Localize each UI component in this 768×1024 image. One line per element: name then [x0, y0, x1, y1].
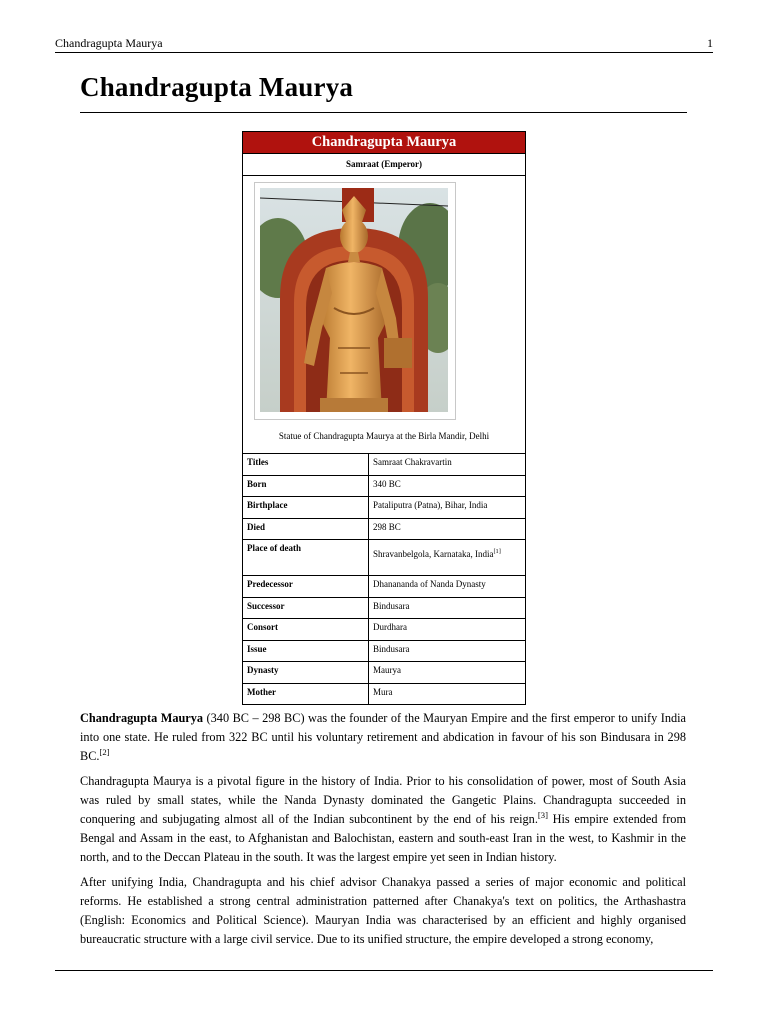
row-value: 298 BC	[369, 518, 526, 540]
statue-image[interactable]	[254, 182, 456, 420]
infobox-row-born	[243, 475, 525, 497]
infobox-row-place-of-death	[243, 540, 525, 576]
infobox-subtitle: Samraat (Emperor)	[243, 154, 525, 176]
row-label: Successor	[243, 597, 369, 619]
row-value: Samraat Chakravartin	[373, 457, 452, 467]
row-value-text: Shravanbelgola, Karnataka, India	[373, 549, 494, 559]
paragraph-text: His empire extended from Bengal and Assam in the east, to Afghanistan and Balochistan, eastern and south-east Iran in the west, to Kashmir in the north, and to the Deccan Plateau in the south. It was the largest empire yet seen in Indian history.	[80, 812, 687, 864]
row-value: Mura	[369, 683, 526, 704]
row-value: Durdhara	[369, 619, 526, 641]
running-header	[55, 36, 713, 53]
row-label: Born	[243, 475, 369, 497]
title-divider	[80, 112, 687, 113]
infobox-row-successor	[243, 597, 525, 619]
infobox-row-predecessor	[243, 576, 525, 598]
infobox-table	[243, 454, 525, 704]
infobox-title: Chandragupta Maurya	[243, 132, 525, 154]
infobox-row-mother	[243, 683, 525, 704]
row-value: 340 BC	[369, 475, 526, 497]
row-label: Place of death	[243, 540, 369, 576]
infobox	[242, 131, 526, 705]
infobox-row-died	[243, 518, 525, 540]
running-header-title: Chandragupta Maurya	[55, 36, 163, 50]
infobox-row-titles	[243, 454, 525, 475]
infobox-image-section	[243, 176, 525, 454]
row-value: Bindusara	[369, 597, 526, 619]
row-label: Dynasty	[243, 662, 369, 684]
row-value: Dhanananda of Nanda Dynasty	[369, 576, 526, 598]
article-body	[80, 709, 686, 955]
infobox-row-consort	[243, 619, 525, 641]
paragraph-1	[80, 709, 686, 766]
row-label: Predecessor	[243, 576, 369, 598]
subject-name: Chandragupta Maurya	[80, 711, 204, 725]
row-label: Titles	[243, 454, 369, 475]
statue-illustration	[260, 188, 448, 412]
footer-divider	[55, 970, 713, 971]
page-title: Chandragupta Maurya	[80, 72, 354, 102]
infobox-row-dynasty	[243, 662, 525, 684]
row-label: Issue	[243, 640, 369, 662]
reference-link[interactable]: [2]	[99, 746, 110, 757]
paragraph-3: After unifying India, Chandragupta and his chief advisor Chanakya passed a series of major economic and political reforms. He established a strong central administration patterned after Chanakya's text on politics, the Arthashastra (English: Economics and Political Science). Mauryan India was characterised by an efficient and highly organised bureaucratic structure with a large civil service. Due to its unified structure, the empire developed a strong economy,	[80, 875, 686, 946]
row-value	[369, 540, 526, 576]
row-value: Pataliputra (Patna), Bihar, India	[369, 497, 526, 519]
row-label: Birthplace	[243, 497, 369, 519]
row-label: Mother	[243, 683, 369, 704]
reference-link[interactable]: [3]	[537, 809, 548, 820]
infobox-row-birthplace	[243, 497, 525, 519]
row-value: Bindusara	[369, 640, 526, 662]
row-value: Maurya	[369, 662, 526, 684]
page-number: 1	[707, 36, 713, 50]
paragraph-text: Chandragupta Maurya is a pivotal figure in the history of India. Prior to his consolidation of power, most of South Asia was ruled by small states, while the Nanda Dynasty dominated the Gangetic Plains. Chandragupta succeeded in conquering and subjugating almost all of the Indian subcontinent by the end of his reign.	[80, 774, 686, 826]
image-caption: Statue of Chandragupta Maurya at the Birla Mandir, Delhi	[278, 431, 490, 441]
paragraph-text: (340 BC – 298 BC) was the founder of the Mauryan Empire and the first emperor to unify India into one state. He ruled from 322 BC until his voluntary retirement and abdication in favour of his son Bindusara in 298 BC.	[80, 711, 686, 763]
reference-link[interactable]: [1]	[493, 548, 501, 555]
paragraph-2	[80, 772, 686, 867]
row-label: Died	[243, 518, 369, 540]
row-label: Consort	[243, 619, 369, 641]
infobox-row-issue	[243, 640, 525, 662]
